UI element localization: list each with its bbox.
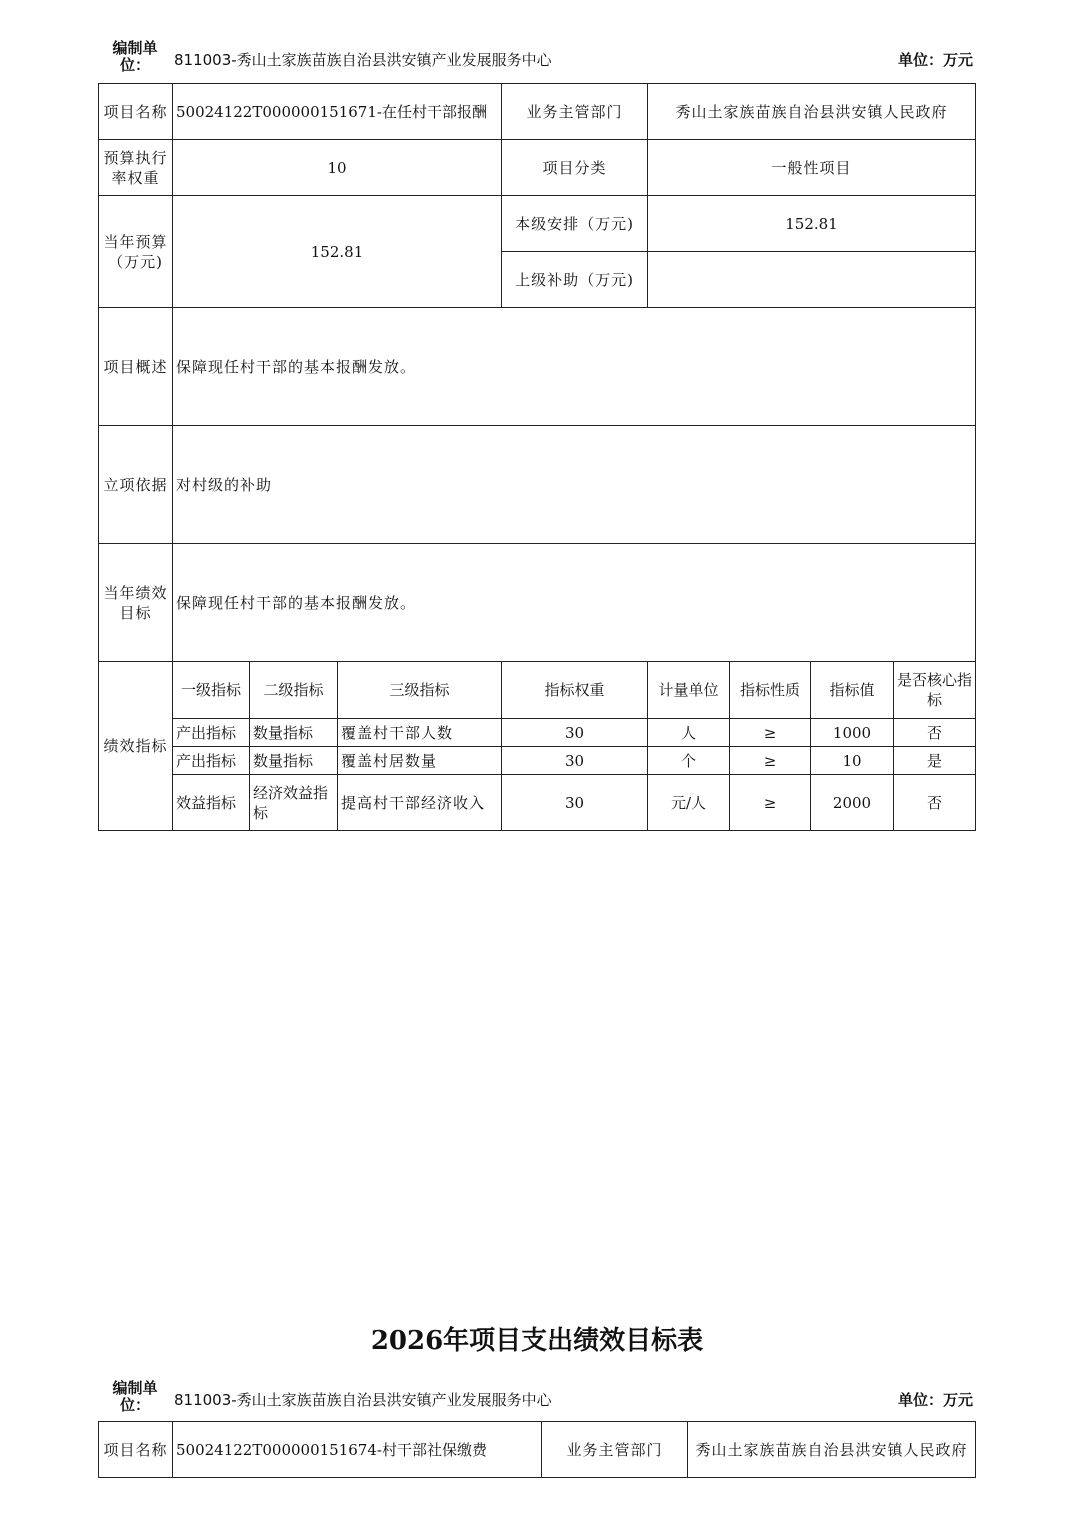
dept-value: 秀山土家族苗族自治县洪安镇人民政府 bbox=[688, 1422, 976, 1478]
indicator-label: 绩效指标 bbox=[99, 662, 173, 831]
unit-cell: 人 bbox=[648, 719, 730, 747]
indicator-header: 指标性质 bbox=[730, 662, 811, 719]
core-cell: 否 bbox=[894, 775, 976, 831]
table-row bbox=[99, 719, 976, 747]
project-info-table bbox=[98, 83, 976, 831]
dept-label: 业务主管部门 bbox=[502, 84, 648, 140]
unit-cell: 元/人 bbox=[648, 775, 730, 831]
indicator-header: 二级指标 bbox=[250, 662, 338, 719]
project-name-value: 50024122T000000151674-村干部社保缴费 bbox=[173, 1422, 542, 1478]
dept-value: 秀山土家族苗族自治县洪安镇人民政府 bbox=[648, 84, 976, 140]
level2-cell: 数量指标 bbox=[250, 747, 338, 775]
category-value: 一般性项目 bbox=[648, 140, 976, 196]
indicator-header: 一级指标 bbox=[173, 662, 250, 719]
section2-header bbox=[98, 1380, 975, 1414]
nature-cell: ≥ bbox=[730, 747, 811, 775]
core-cell: 否 bbox=[894, 719, 976, 747]
category-label: 项目分类 bbox=[502, 140, 648, 196]
value-cell: 10 bbox=[811, 747, 894, 775]
upper-subsidy-label: 上级补助（万元) bbox=[502, 252, 648, 308]
value-cell: 2000 bbox=[811, 775, 894, 831]
weight-cell: 30 bbox=[502, 719, 648, 747]
nature-cell: ≥ bbox=[730, 719, 811, 747]
basis-label: 立项依据 bbox=[99, 426, 173, 544]
level2-cell: 经济效益指标 bbox=[250, 775, 338, 831]
value-cell: 1000 bbox=[811, 719, 894, 747]
exec-weight-value: 10 bbox=[173, 140, 502, 196]
project-name-label: 项目名称 bbox=[99, 84, 173, 140]
overview-value: 保障现任村干部的基本报酬发放。 bbox=[173, 308, 976, 426]
project-name-label: 项目名称 bbox=[99, 1422, 173, 1478]
project-info-table-2 bbox=[98, 1421, 976, 1478]
level1-cell: 产出指标 bbox=[173, 719, 250, 747]
table-row bbox=[99, 747, 976, 775]
level3-cell: 覆盖村居数量 bbox=[338, 747, 502, 775]
currency-unit: 单位：万元 bbox=[897, 1391, 973, 1409]
dept-label: 业务主管部门 bbox=[542, 1422, 688, 1478]
weight-cell: 30 bbox=[502, 747, 648, 775]
level1-cell: 产出指标 bbox=[173, 747, 250, 775]
indicator-header: 是否核心指标 bbox=[894, 662, 976, 719]
indicator-header: 指标权重 bbox=[502, 662, 648, 719]
goal-label: 当年绩效目标 bbox=[99, 544, 173, 662]
level3-cell: 提高村干部经济收入 bbox=[338, 775, 502, 831]
overview-label: 项目概述 bbox=[99, 308, 173, 426]
compiler-unit-label: 编制单位： bbox=[112, 39, 158, 74]
goal-value: 保障现任村干部的基本报酬发放。 bbox=[173, 544, 976, 662]
core-cell: 是 bbox=[894, 747, 976, 775]
indicator-header: 计量单位 bbox=[648, 662, 730, 719]
nature-cell: ≥ bbox=[730, 775, 811, 831]
basis-value: 对村级的补助 bbox=[173, 426, 976, 544]
unit-cell: 个 bbox=[648, 747, 730, 775]
local-arrangement-label: 本级安排（万元) bbox=[502, 196, 648, 252]
budget-label: 当年预算（万元) bbox=[99, 196, 173, 308]
indicator-header-row bbox=[99, 662, 976, 719]
upper-subsidy-value bbox=[648, 252, 976, 308]
section1-header bbox=[98, 40, 975, 74]
exec-weight-label: 预算执行率权重 bbox=[99, 140, 173, 196]
weight-cell: 30 bbox=[502, 775, 648, 831]
compiler-unit-label: 编制单位： bbox=[112, 1379, 158, 1414]
compiler-org-name: 811003-秀山土家族苗族自治县洪安镇产业发展服务中心 bbox=[174, 51, 552, 69]
compiler-org-name: 811003-秀山土家族苗族自治县洪安镇产业发展服务中心 bbox=[174, 1391, 552, 1409]
currency-unit: 单位：万元 bbox=[897, 51, 973, 69]
level2-cell: 数量指标 bbox=[250, 719, 338, 747]
indicator-header: 三级指标 bbox=[338, 662, 502, 719]
level1-cell: 效益指标 bbox=[173, 775, 250, 831]
level3-cell: 覆盖村干部人数 bbox=[338, 719, 502, 747]
table-row bbox=[99, 775, 976, 831]
project-name-value: 50024122T000000151671-在任村干部报酬 bbox=[173, 84, 502, 140]
local-arrangement-value: 152.81 bbox=[648, 196, 976, 252]
budget-value: 152.81 bbox=[173, 196, 502, 308]
indicator-header: 指标值 bbox=[811, 662, 894, 719]
page-title: 2026年项目支出绩效目标表 bbox=[370, 1326, 704, 1356]
